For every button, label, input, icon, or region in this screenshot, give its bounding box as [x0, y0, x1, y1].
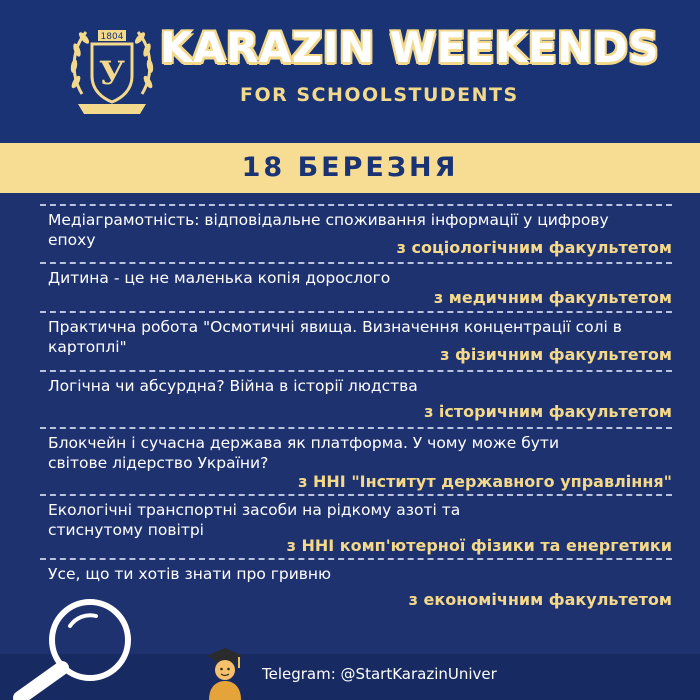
svg-text:У: У [99, 54, 125, 92]
event-faculty: з історичним факультетом [424, 402, 672, 421]
student-graduate-icon [205, 646, 245, 700]
event-list [0, 193, 700, 653]
event-title: Усе, що ти хотів знати про гривню [48, 565, 332, 583]
event-title: Медіаграмотність: відповідальне споживання інформації у цифрову епоху [48, 211, 609, 249]
event-item [40, 311, 672, 370]
university-seal-icon [64, 14, 160, 124]
svg-text:1804: 1804 [100, 32, 124, 42]
event-faculty: з соціологічним факультетом [396, 238, 672, 257]
event-faculty: з економічним факультетом [408, 590, 672, 609]
event-title: Дитина - це не маленька копія дорослого [48, 269, 391, 287]
event-item [40, 204, 672, 262]
event-title: Логічна чи абсурдна? Війна в історії людства [48, 377, 418, 395]
event-item [40, 370, 672, 427]
telegram-contact: Telegram: @StartKarazinUniver [262, 665, 497, 683]
event-item [40, 427, 672, 494]
event-item [40, 494, 672, 558]
event-faculty: з ННІ "Інститут державного управління" [298, 472, 672, 491]
header [0, 0, 700, 143]
event-faculty: з фізичним факультетом [440, 345, 672, 364]
event-title: Блокчейн і сучасна держава як платформа. У чому може бути світове лідерство України? [48, 434, 560, 472]
event-faculty: з медичним факультетом [433, 288, 672, 307]
event-date: 18 БЕРЕЗНЯ [241, 152, 459, 183]
event-title: Практична робота "Осмотичні явища. Визначення концентрації солі в картоплі" [48, 318, 622, 356]
event-item [40, 262, 672, 311]
poster-title: KARAZIN WEEKENDS [160, 23, 659, 72]
date-band [0, 143, 700, 193]
poster-subtitle: FOR SCHOOLSTUDENTS [240, 84, 519, 106]
event-title: Екологічні транспортні засоби на рідкому азоті та стиснутому повітрі [48, 501, 461, 539]
magnifier-icon [0, 590, 160, 700]
event-faculty: з ННІ комп'ютерної фізики та енергетики [286, 536, 672, 555]
